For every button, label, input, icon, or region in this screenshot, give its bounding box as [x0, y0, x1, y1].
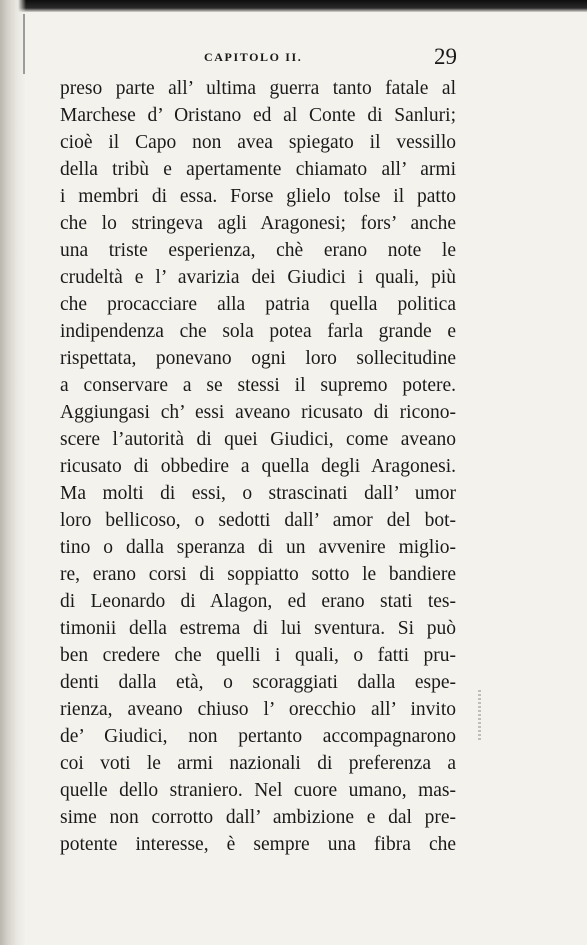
- text-line: re, erano corsi di soppiatto sotto le bandiere: [60, 564, 456, 585]
- text-line: che procacciare alla patria quella politica: [60, 294, 456, 315]
- text-line: a conservare a se stessi il supremo potere.: [60, 375, 456, 396]
- text-line: preso parte all’ ultima guerra tanto fatale al: [60, 78, 456, 99]
- text-line: rienza, aveano chiuso l’ orecchio all’ invito: [60, 699, 456, 720]
- text-line: della tribù e apertamente chiamato all’ armi: [60, 159, 456, 180]
- text-line: ricusato di obbedire a quella degli Aragonesi.: [60, 456, 456, 477]
- text-line: indipendenza che sola potea farla grande e: [60, 321, 456, 342]
- text-line: denti dalla età, o scoraggiati dalla espe-: [60, 672, 456, 693]
- text-line: una triste esperienza, chè erano note le: [60, 240, 456, 261]
- text-line: rispettata, ponevano ogni loro sollecitudine: [60, 348, 456, 369]
- show-through-mark: [478, 690, 481, 742]
- page-number: 29: [434, 44, 457, 69]
- text-line: i membri di essa. Forse glielo tolse il patto: [60, 186, 456, 207]
- text-line: loro bellicoso, o sedotti dall’ amor del bot-: [60, 510, 456, 531]
- page-header: [60, 44, 460, 78]
- text-line: di Leonardo di Alagon, ed erano stati tes-: [60, 591, 456, 612]
- body-text: [60, 75, 456, 858]
- text-line: quelle dello straniero. Nel cuore umano, mas-: [60, 780, 456, 801]
- binding-mark: [23, 14, 25, 74]
- text-line: che lo stringeva agli Aragonesi; fors’ anche: [60, 213, 456, 234]
- text-line: Marchese d’ Oristano ed al Conte di Sanluri;: [60, 105, 456, 126]
- text-line: crudeltà e l’ avarizia dei Giudici i quali, più: [60, 267, 456, 288]
- text-line: coi voti le armi nazionali di preferenza a: [60, 753, 456, 774]
- text-line: cioè il Capo non avea spiegato il vessillo: [60, 132, 456, 153]
- text-line: Aggiungasi ch’ essi aveano ricusato di ricono-: [60, 402, 456, 423]
- text-line: ben credere che quelli i quali, o fatti pru-: [60, 645, 456, 666]
- binding-shadow: [0, 0, 26, 945]
- text-line: tino o dalla speranza di un avvenire miglio-: [60, 537, 456, 558]
- text-line: Ma molti di essi, o strascinati dall’ umor: [60, 483, 456, 504]
- running-head: CAPITOLO II.: [204, 50, 303, 64]
- text-line: sime non corrotto dall’ ambizione e dal pre-: [60, 807, 456, 828]
- text-line: timonii della estrema di lui sventura. Si può: [60, 618, 456, 639]
- scan-top-edge: [0, 0, 587, 12]
- text-line: de’ Giudici, non pertanto accompagnarono: [60, 726, 456, 747]
- text-line: potente interesse, è sempre una fibra che: [60, 834, 456, 855]
- text-line: scere l’autorità di quei Giudici, come aveano: [60, 429, 456, 450]
